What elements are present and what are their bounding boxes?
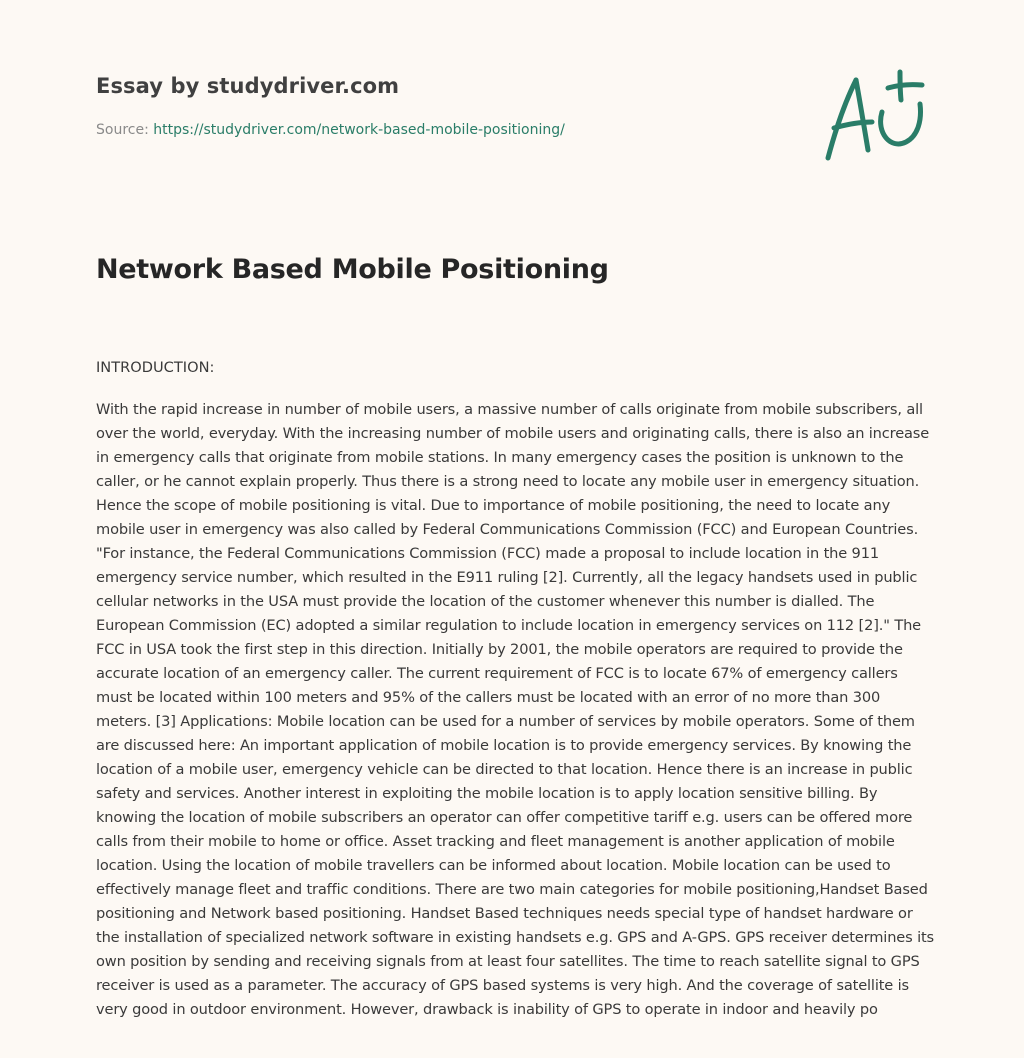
source-label: Source:	[96, 122, 154, 138]
section-heading: INTRODUCTION:	[96, 359, 215, 376]
essay-header	[96, 74, 796, 138]
source-link[interactable]: https://studydriver.com/network-based-mobile-positioning/	[153, 122, 565, 138]
site-title: Essay by studydriver.com	[96, 74, 400, 98]
source-line	[96, 122, 796, 138]
body-paragraph: With the rapid increase in number of mobile users, a massive number of calls originate from mobile subscribers, all over the world, everyday. With the increasing number of mobile users and originating calls, there is also an increase in emergency calls that originate from mobile stations. In many emergency cases the position is unknown to the caller, or he cannot explain properly. Thus there is a strong need to locate any mobile user in emergency situation. Hence the scope of mobile positioning is vital. Due to importance of mobile positioning, the need to locate any mobile user in emergency was also called by Federal Communications Commission (FCC) and European Countries. "For instance, the Federal Communications Commission (FCC) made a proposal to include location in the 911 emergency service number, which resulted in the E911 ruling [2]. Currently, all the legacy handsets used in public cellular networks in the USA must provide the location of the customer whenever this number is dialled. The European Commission (EC) adopted a similar regulation to include location in emergency services on 112 [2]." The FCC in USA took the first step in this direction. Initially by 2001, the mobile operators are required to provide the accurate location of an emergency caller. The current requirement of FCC is to locate 67% of emergency callers must be located within 100 meters and 95% of the callers must be located with an error of no more than 300 meters. [3] Applications: Mobile location can be used for a number of services by mobile operators. Some of them are discussed here: An important application of mobile location is to provide emergency services. By knowing the location of a mobile user, emergency vehicle can be directed to that location. Hence there is an increase in public safety and services. Another interest in exploiting the mobile location is to apply location sensitive billing. By knowing the location of mobile subscribers an operator can offer competitive tariff e.g. users can be offered more calls from their mobile to home or office. Asset tracking and fleet management is another application of mobile location. Using the location of mobile travellers can be informed about location. Mobile location can be used to effectively manage fleet and traffic conditions. There are two main categories for mobile positioning,Handset Based positioning and Network based positioning. Handset Based techniques needs special type of handset hardware or the installation of specialized network software in existing handsets e.g. GPS and A-GPS. GPS receiver determines its own position by sending and receiving signals from at least four satellites. The time to reach satellite signal to GPS receiver is used as a parameter. The accuracy of GPS based systems is very high. And the coverage of satellite is very good in outdoor environment. However, drawback is inability of GPS to operate in indoor and heavily po	[96, 401, 935, 1018]
page-title: Network Based Mobile Positioning	[96, 254, 609, 285]
a-plus-logo-icon	[820, 66, 930, 166]
essay-content	[96, 356, 936, 1022]
